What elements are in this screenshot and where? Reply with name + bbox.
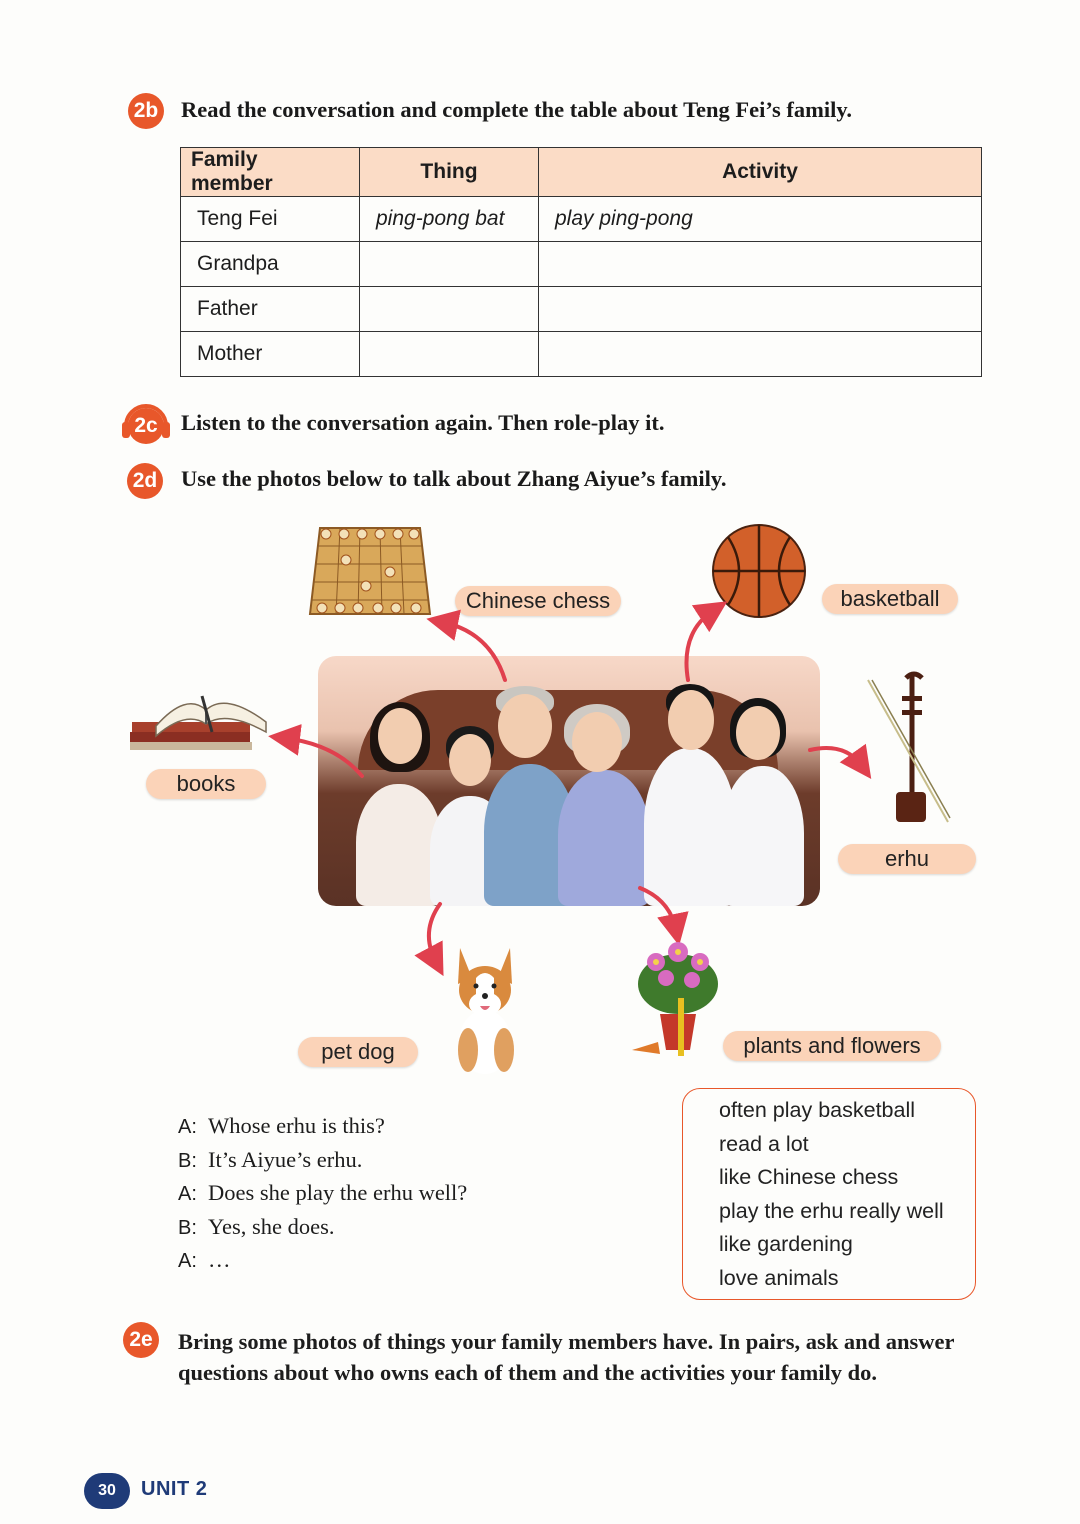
label-pet-dog: pet dog	[298, 1037, 418, 1067]
dialog-line	[178, 1113, 467, 1147]
cell-member: Teng Fei	[181, 197, 360, 242]
label-chinese-chess: Chinese chess	[455, 586, 621, 616]
dialog-text: …	[208, 1247, 231, 1273]
arrow-to-plants	[640, 888, 676, 930]
label-plants-flowers: plants and flowers	[723, 1031, 941, 1061]
phrase-item: often play basketball	[719, 1098, 916, 1122]
dialog-text: Whose erhu is this?	[208, 1113, 385, 1138]
arrow-to-erhu	[810, 748, 862, 766]
badge-2e: 2e	[123, 1322, 159, 1358]
cell-member: Grandpa	[181, 242, 360, 287]
dialog-speaker: A:	[178, 1250, 197, 1273]
dialog-line	[178, 1247, 467, 1281]
arrow-to-books	[284, 738, 362, 776]
dialog-speaker: A:	[178, 1183, 197, 1206]
badge-2c: 2c	[128, 408, 164, 444]
phrase-box	[682, 1088, 976, 1300]
instruction-2d: Use the photos below to talk about Zhang Aiyue’s family.	[181, 466, 727, 491]
dialog-text: It’s Aiyue’s erhu.	[208, 1146, 363, 1172]
header-family-member: Family member	[181, 148, 360, 197]
page-number: 30	[84, 1473, 130, 1509]
arrow-to-basketball	[686, 610, 714, 680]
label-erhu: erhu	[838, 844, 976, 874]
instruction-2e: Bring some photos of things your family members have. In pairs, ask and answer questions about who owns each of them and the activities your family do.	[178, 1329, 955, 1385]
dialog-text: Does she play the erhu well?	[208, 1180, 468, 1206]
unit-label: UNIT 2	[141, 1478, 208, 1500]
instruction-2b: Read the conversation and complete the table about Teng Fei’s family.	[181, 97, 853, 122]
badge-2b: 2b	[128, 93, 164, 129]
label-books: books	[146, 769, 266, 799]
dialog-line	[178, 1214, 467, 1248]
instruction-2c: Listen to the conversation again. Then role-play it.	[181, 410, 665, 435]
dialog-text: Yes, she does.	[208, 1213, 335, 1239]
dialog-line	[178, 1180, 467, 1214]
arrow-to-chess	[442, 622, 505, 680]
phrase-item: play the erhu really well	[719, 1198, 944, 1223]
arrow-to-dog	[429, 904, 440, 962]
dialog-line	[178, 1147, 467, 1181]
example-dialog	[178, 1113, 467, 1281]
header-activity: Activity	[539, 148, 982, 197]
corgi-dog-icon	[446, 938, 524, 1076]
cell-member: Father	[181, 287, 360, 332]
cell-thing[interactable]: ping-pong bat	[360, 197, 539, 242]
header-thing: Thing	[360, 148, 539, 197]
dialog-speaker: A:	[178, 1116, 197, 1138]
label-basketball: basketball	[822, 584, 958, 614]
phrase-item: like gardening	[719, 1232, 853, 1257]
badge-2d: 2d	[127, 463, 163, 499]
dialog-speaker: B:	[178, 1149, 197, 1172]
plants-flowers-icon	[630, 938, 724, 1060]
cell-activity[interactable]: play ping-pong	[539, 197, 982, 242]
phrase-item: like Chinese chess	[719, 1165, 899, 1190]
dialog-speaker: B:	[178, 1216, 197, 1239]
phrase-item: read a lot	[719, 1131, 809, 1156]
phrase-item: love animals	[719, 1265, 839, 1290]
cell-member: Mother	[181, 332, 360, 377]
